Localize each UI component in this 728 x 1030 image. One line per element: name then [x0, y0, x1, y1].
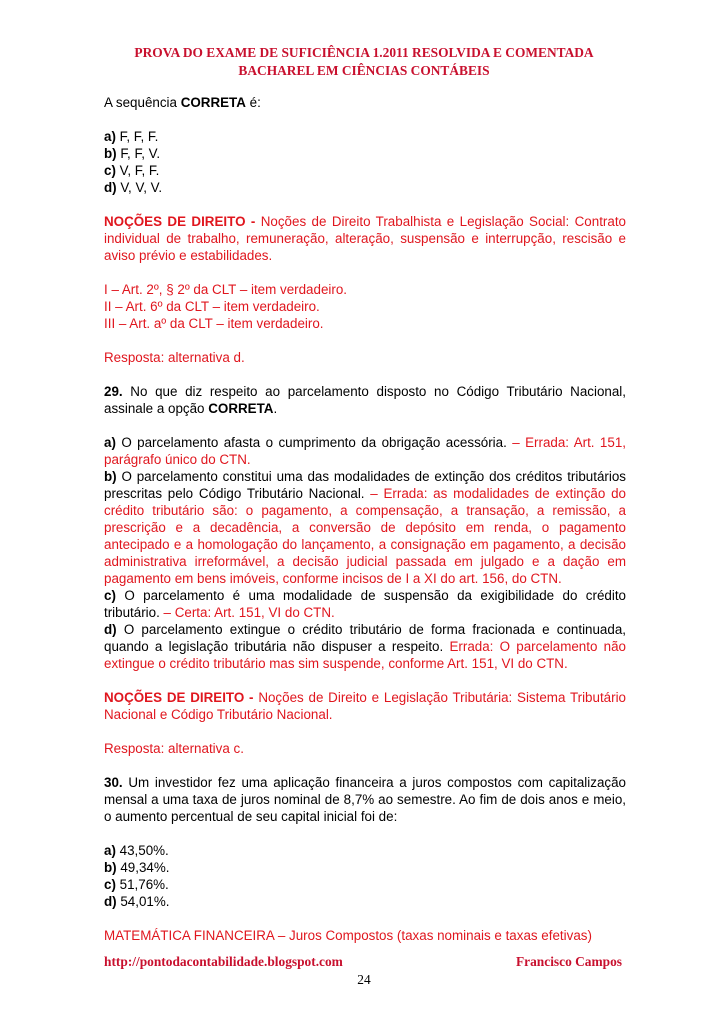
sequence-option-d: d) V, V, V. — [104, 180, 163, 195]
item-iii: III – Art. aº da CLT – item verdadeiro. — [104, 316, 324, 331]
question-30: 30. Um investidor fez uma aplicação financeira a juros compostos com capitalização mensal a uma taxa de juros nominal de 8,7% ao semestre. Ao fim de dois anos e meio, o aumento percentual de seu capital inicial foi de: — [104, 775, 626, 824]
sequence-option-c: c) V, F, F. — [104, 163, 160, 178]
nocoes-direito-trabalhista: NOÇÕES DE DIREITO - Noções de Direito Trabalhista e Legislação Social: Contrato individual de trabalho, remuneração, alteração, suspensão e interrupção, rescisão e aviso prévio e estabilidades. — [104, 214, 626, 263]
header-title-line2: BACHAREL EM CIÊNCIAS CONTÁBEIS — [238, 63, 490, 78]
footer-author: Francisco Campos — [515, 954, 622, 969]
page-footer — [104, 953, 626, 971]
items-list — [104, 281, 626, 332]
sequence-option-b: b) F, F, V. — [104, 146, 161, 161]
topic-matematica-financeira: MATEMÁTICA FINANCEIRA – Juros Compostos (taxas nominais e taxas efetivas) — [104, 928, 592, 943]
q30-option-d: d) 54,01%. — [104, 894, 170, 909]
q29-option-b: b) O parcelamento constitui uma das modalidades de extinção dos créditos tributários prescritas pelo Código Tributário Nacional. – Errada: as modalidades de extinção do crédito tributário são: o pagamento, a compensação, a transação, a remissão, a prescrição e a decadência, a conversão de depósito em renda, o pagamento antecipado e a homologação do lançamento, a consignação em pagamento, a decisão administrativa irreformável, a decisão judicial passada em julgado e a dação em pagamento em bens imóveis, conforme incisos de I a XI do art. 156, do CTN. — [104, 469, 626, 586]
q30-option-b: b) 49,34%. — [104, 860, 170, 875]
item-ii: II – Art. 6º da CLT – item verdadeiro. — [104, 299, 320, 314]
q29-option-c: c) O parcelamento é uma modalidade de suspensão da exigibilidade do crédito tributário. – Certa: Art. 151, VI do CTN. — [104, 588, 626, 620]
page-number: 24 — [357, 972, 371, 987]
sequence-prompt: A sequência CORRETA é: — [104, 95, 261, 110]
answer-2: Resposta: alternativa c. — [104, 741, 244, 756]
q30-option-c: c) 51,76%. — [104, 877, 169, 892]
q29-option-d: d) O parcelamento extingue o crédito tributário de forma fracionada e continuada, quando a legislação tributária não dispuser a respeito. Errada: O parcelamento não extingue o crédito tributário mas sim suspende, conforme Art. 151, VI do CTN. — [104, 622, 626, 671]
item-i: I – Art. 2º, § 2º da CLT – item verdadeiro. — [104, 282, 347, 297]
question-29: 29. No que diz respeito ao parcelamento disposto no Código Tributário Nacional, assinale a opção CORRETA. — [104, 384, 626, 416]
footer-url-link[interactable]: http://pontodacontabilidade.blogspot.com — [104, 954, 343, 969]
question-30-options — [104, 842, 626, 910]
sequence-option-a: a) F, F, F. — [104, 129, 159, 144]
page-header — [100, 44, 628, 80]
nocoes-direito-tributario: NOÇÕES DE DIREITO - Noções de Direito e Legislação Tributária: Sistema Tributário Nacional e Código Tributário Nacional. — [104, 690, 627, 722]
header-title-line1: PROVA DO EXAME DE SUFICIÊNCIA 1.2011 RESOLVIDA E COMENTADA — [134, 45, 594, 60]
sequence-options — [104, 128, 626, 196]
q29-option-a: a) O parcelamento afasta o cumprimento da obrigação acessória. – Errada: Art. 151, parágrafo único do CTN. — [104, 435, 626, 467]
q30-option-a: a) 43,50%. — [104, 843, 169, 858]
question-29-options — [104, 434, 626, 672]
document-body — [104, 94, 626, 961]
answer-1: Resposta: alternativa d. — [104, 350, 245, 365]
